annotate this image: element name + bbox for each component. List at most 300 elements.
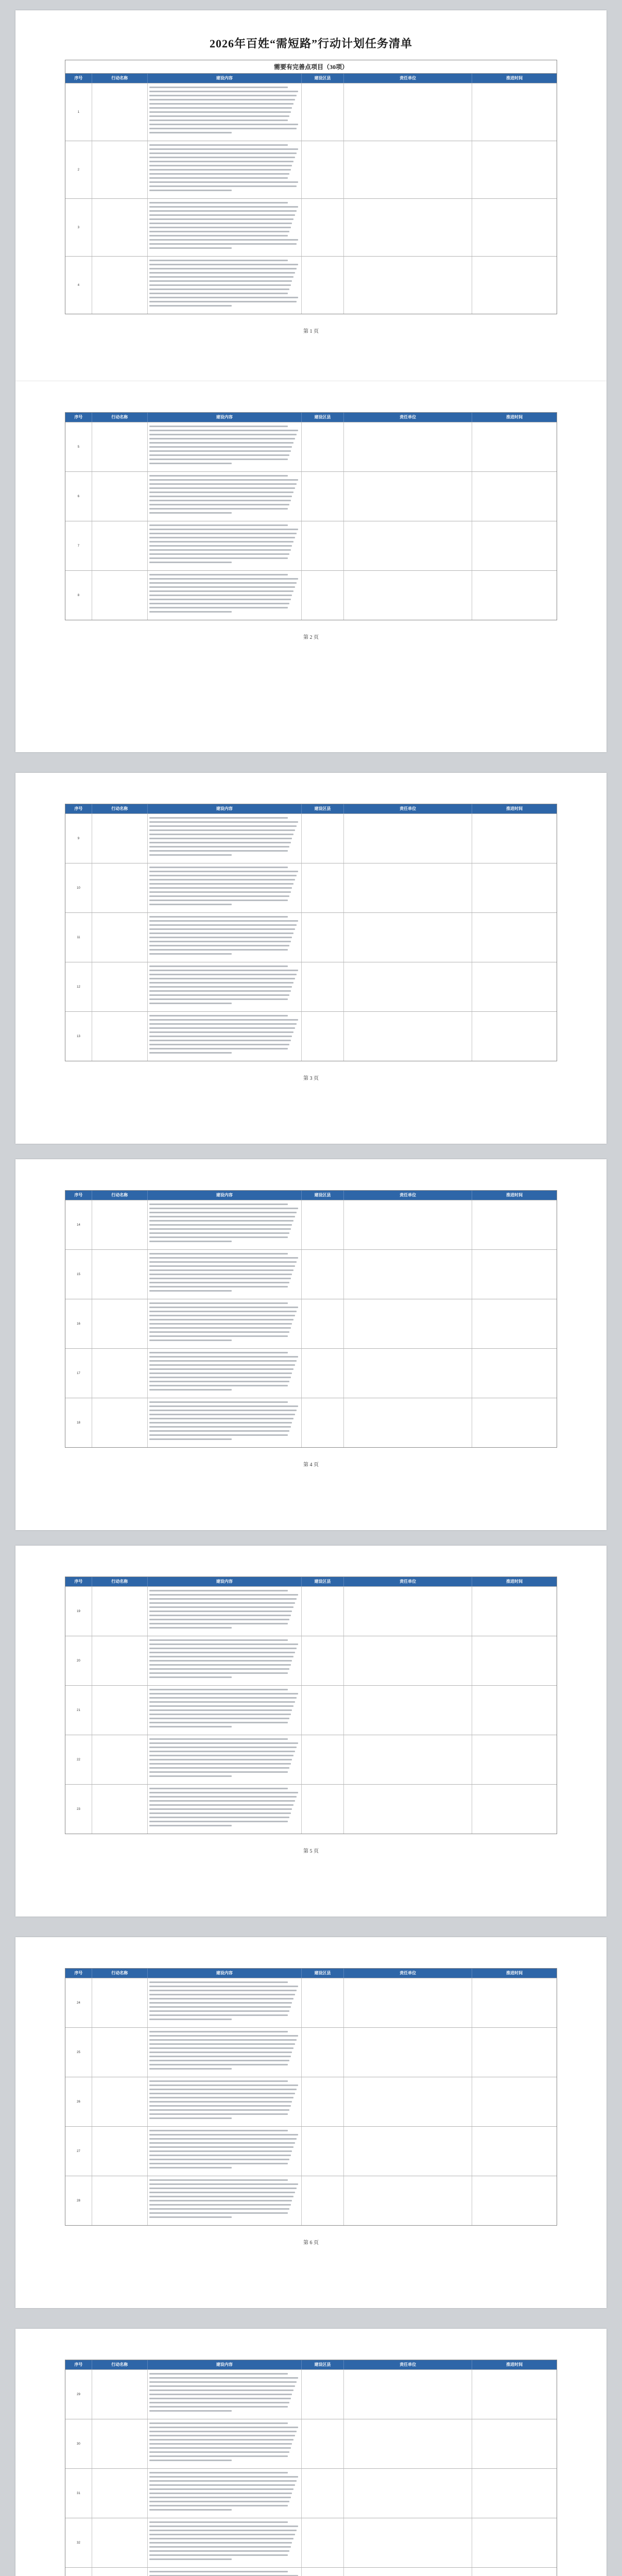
table-header-col-no: 序号 [65, 804, 92, 814]
text-line-placeholder [149, 124, 298, 125]
text-line-placeholder [149, 2534, 296, 2535]
text-line-placeholder [149, 937, 292, 938]
cell-time [472, 422, 557, 471]
text-line-placeholder [149, 850, 288, 852]
cell-desc [148, 1398, 302, 1447]
text-line-placeholder [149, 2097, 294, 2098]
cell-name [92, 1012, 148, 1061]
table-header-col-time: 推进时间 [506, 1971, 523, 1975]
text-line-placeholder [149, 1377, 291, 1378]
text-line-placeholder [149, 2138, 297, 2140]
text-line-placeholder [149, 1434, 288, 1436]
cell-no: 7 [65, 521, 92, 570]
text-line-placeholder [149, 2031, 288, 2032]
text-line-placeholder [149, 272, 296, 274]
text-line-placeholder [149, 1372, 292, 1374]
text-line-placeholder [149, 1265, 296, 1267]
cell-desc [148, 863, 302, 912]
cell-desc [148, 1012, 302, 1061]
cell-name [92, 521, 148, 570]
text-line-placeholder [149, 430, 298, 431]
text-line-placeholder [149, 1327, 291, 1329]
cell-unit [344, 1398, 472, 1447]
cell-unit [344, 1200, 472, 1249]
cell-no: 30 [65, 2419, 92, 2468]
table-header-col-desc: 建设内容 [148, 1191, 302, 1200]
cell-unit [344, 913, 472, 962]
text-line-placeholder [149, 2422, 288, 2424]
text-line-placeholder [149, 1788, 288, 1789]
table-header-row [65, 413, 557, 422]
illegible-text-block [149, 2571, 300, 2576]
cell-unit [344, 1978, 472, 2027]
text-line-placeholder [149, 1212, 297, 1213]
text-line-placeholder [149, 998, 288, 1000]
cell-no: 2 [65, 141, 92, 198]
cell-name [92, 2127, 148, 2176]
text-line-placeholder [149, 1627, 232, 1629]
text-line-placeholder [149, 891, 291, 893]
table-row [65, 198, 557, 256]
cell-district [302, 141, 344, 198]
text-line-placeholder [149, 933, 294, 934]
cell-unit [344, 1785, 472, 1834]
table-header-col-district: 建设区县 [302, 1191, 344, 1200]
text-line-placeholder [149, 1269, 294, 1271]
text-line-placeholder [149, 1257, 298, 1259]
illegible-text-block [149, 1302, 300, 1344]
text-line-placeholder [149, 529, 298, 530]
table-header-col-no: 序号 [65, 2360, 92, 2369]
cell-unit [344, 1299, 472, 1348]
task-table [65, 1190, 557, 1448]
text-line-placeholder [149, 1216, 296, 1217]
text-line-placeholder [149, 2084, 298, 2086]
text-line-placeholder [149, 475, 288, 477]
cell-no: 1 [65, 83, 92, 141]
table-header-row [65, 74, 557, 83]
table-row [65, 2369, 557, 2419]
text-line-placeholder [149, 1718, 289, 1719]
text-line-placeholder [149, 1003, 232, 1004]
text-line-placeholder [149, 1648, 297, 1649]
cell-desc [148, 2028, 302, 2077]
text-line-placeholder [149, 1430, 289, 1432]
text-line-placeholder [149, 2406, 288, 2408]
text-line-placeholder [149, 842, 291, 843]
text-line-placeholder [149, 965, 288, 967]
cell-time [472, 472, 557, 521]
text-line-placeholder [149, 1738, 288, 1740]
text-line-placeholder [149, 1755, 294, 1756]
text-line-placeholder [149, 1709, 292, 1711]
text-line-placeholder [149, 603, 289, 604]
cell-name [92, 1299, 148, 1348]
table-row [65, 570, 557, 620]
cell-district [302, 814, 344, 863]
text-line-placeholder [149, 508, 288, 510]
text-line-placeholder [149, 2146, 294, 2148]
cell-desc [148, 83, 302, 141]
cell-desc [148, 2127, 302, 2176]
cell-unit [344, 1587, 472, 1636]
text-line-placeholder [149, 537, 296, 538]
text-line-placeholder [149, 2002, 292, 2004]
text-line-placeholder [149, 854, 232, 856]
cell-desc [148, 1250, 302, 1299]
cell-time [472, 199, 557, 256]
page-number: 第 2 页 [303, 635, 319, 640]
cell-district [302, 962, 344, 1011]
cell-district [302, 1785, 344, 1834]
text-line-placeholder [149, 247, 232, 249]
text-line-placeholder [149, 148, 298, 150]
text-line-placeholder [149, 1352, 288, 1353]
text-line-placeholder [149, 1747, 297, 1748]
cell-district [302, 2419, 344, 2468]
text-line-placeholder [149, 1701, 296, 1703]
text-line-placeholder [149, 512, 232, 514]
cell-desc [148, 2419, 302, 2468]
text-line-placeholder [149, 268, 297, 269]
table-row [65, 2567, 557, 2576]
cell-district [302, 2127, 344, 2176]
text-line-placeholder [149, 177, 288, 179]
cell-name [92, 1978, 148, 2027]
text-line-placeholder [149, 1689, 288, 1690]
text-line-placeholder [149, 2439, 294, 2441]
text-line-placeholder [149, 1282, 289, 1283]
section-heading: 需要有完善点项目（30项） [65, 60, 557, 74]
table-header-col-district: 建设区县 [302, 74, 344, 83]
document-page [15, 381, 607, 752]
text-line-placeholder [149, 479, 298, 481]
text-line-placeholder [149, 239, 298, 241]
text-line-placeholder [149, 1775, 232, 1777]
text-line-placeholder [149, 305, 232, 307]
illegible-text-block [149, 524, 300, 566]
text-line-placeholder [149, 1664, 291, 1666]
task-table [65, 804, 557, 1061]
text-line-placeholder [149, 2043, 296, 2045]
text-line-placeholder [149, 553, 289, 555]
text-line-placeholder [149, 1804, 294, 1806]
text-line-placeholder [149, 928, 296, 930]
text-line-placeholder [149, 1808, 292, 1810]
text-line-placeholder [149, 986, 292, 988]
text-line-placeholder [149, 91, 298, 92]
text-line-placeholder [149, 173, 289, 175]
table-row [65, 1586, 557, 1636]
cell-desc [148, 472, 302, 521]
table-header-col-desc: 建设内容 [148, 1577, 302, 1586]
text-line-placeholder [149, 945, 289, 946]
text-line-placeholder [149, 1800, 296, 1802]
cell-time [472, 1299, 557, 1348]
illegible-text-block [149, 1204, 300, 1245]
cell-name [92, 141, 148, 198]
text-line-placeholder [149, 2402, 289, 2403]
table-row [65, 962, 557, 1011]
text-line-placeholder [149, 611, 232, 613]
text-line-placeholder [149, 1208, 298, 1209]
cell-district [302, 1200, 344, 1249]
cell-no: 8 [65, 571, 92, 620]
text-line-placeholder [149, 1261, 297, 1263]
text-line-placeholder [149, 483, 297, 485]
text-line-placeholder [149, 2163, 288, 2164]
text-line-placeholder [149, 2501, 289, 2502]
text-line-placeholder [149, 2113, 288, 2115]
text-line-placeholder [149, 107, 292, 109]
text-line-placeholder [149, 2060, 289, 2061]
cell-district [302, 2028, 344, 2077]
text-line-placeholder [149, 500, 291, 501]
text-line-placeholder [149, 95, 297, 96]
text-line-placeholder [149, 2056, 291, 2057]
cell-district [302, 2077, 344, 2126]
text-line-placeholder [149, 2488, 294, 2490]
text-line-placeholder [149, 111, 291, 113]
cell-district [302, 1735, 344, 1784]
cell-desc [148, 2176, 302, 2225]
text-line-placeholder [149, 2550, 289, 2552]
table-header-col-unit: 责任单位 [344, 1969, 472, 1978]
illegible-text-block [149, 1590, 300, 1631]
cell-time [472, 1735, 557, 1784]
text-line-placeholder [149, 829, 296, 831]
text-line-placeholder [149, 2538, 294, 2539]
cell-unit [344, 257, 472, 314]
text-line-placeholder [149, 1623, 288, 1624]
table-row [65, 814, 557, 863]
table-header-col-desc: 建设内容 [148, 1969, 302, 1978]
text-line-placeholder [149, 1821, 288, 1822]
table-header-col-name: 行动名称 [92, 1191, 148, 1200]
text-line-placeholder [149, 924, 297, 926]
cell-no: 12 [65, 962, 92, 1011]
cell-district [302, 1349, 344, 1398]
cell-no: 11 [65, 913, 92, 962]
text-line-placeholder [149, 1224, 292, 1226]
text-line-placeholder [149, 2019, 232, 2020]
text-line-placeholder [149, 169, 291, 171]
text-line-placeholder [149, 883, 294, 885]
cell-desc [148, 571, 302, 620]
text-line-placeholder [149, 2389, 294, 2391]
cell-time [472, 2077, 557, 2126]
text-line-placeholder [149, 99, 296, 100]
cell-time [472, 1785, 557, 1834]
cell-name [92, 2469, 148, 2518]
text-line-placeholder [149, 1643, 298, 1645]
text-line-placeholder [149, 1693, 298, 1694]
task-table [65, 2360, 557, 2576]
cell-name [92, 472, 148, 521]
cell-unit [344, 422, 472, 471]
cell-unit [344, 2077, 472, 2126]
text-line-placeholder [149, 533, 297, 534]
text-line-placeholder [149, 459, 288, 460]
text-line-placeholder [149, 2142, 296, 2144]
text-line-placeholder [149, 1274, 292, 1275]
text-line-placeholder [149, 2105, 291, 2107]
text-line-placeholder [149, 1236, 288, 1238]
cell-district [302, 1978, 344, 2027]
text-line-placeholder [149, 1656, 294, 1657]
cell-unit [344, 571, 472, 620]
text-line-placeholder [149, 1368, 294, 1370]
text-line-placeholder [149, 1323, 292, 1325]
text-line-placeholder [149, 434, 297, 435]
text-line-placeholder [149, 557, 288, 559]
page-number: 第 3 页 [303, 1076, 319, 1081]
cell-no: 18 [65, 1398, 92, 1447]
text-line-placeholder [149, 1385, 288, 1386]
cell-no: 3 [65, 199, 92, 256]
text-line-placeholder [149, 2410, 232, 2412]
cell-desc [148, 962, 302, 1011]
cell-district [302, 257, 344, 314]
illegible-text-block [149, 144, 300, 194]
text-line-placeholder [149, 2571, 288, 2572]
table-header-col-time: 推进时间 [506, 76, 523, 80]
cell-time [472, 913, 557, 962]
table-header-col-time: 推进时间 [506, 2362, 523, 2367]
table-row [65, 2176, 557, 2225]
cell-desc [148, 2469, 302, 2518]
cell-name [92, 1587, 148, 1636]
table-header-col-unit: 责任单位 [344, 2360, 472, 2369]
cell-time [472, 863, 557, 912]
text-line-placeholder [149, 1027, 296, 1029]
text-line-placeholder [149, 2505, 288, 2506]
cell-name [92, 257, 148, 314]
table-header-col-district: 建设区县 [302, 804, 344, 814]
cell-unit [344, 962, 472, 1011]
text-line-placeholder [149, 1241, 232, 1242]
text-line-placeholder [149, 879, 296, 880]
table-header-row [65, 804, 557, 814]
cell-unit [344, 2568, 472, 2576]
document-page [15, 10, 607, 381]
text-line-placeholder [149, 276, 294, 278]
cell-desc [148, 1686, 302, 1735]
text-line-placeholder [149, 574, 288, 575]
cell-time [472, 814, 557, 863]
text-line-placeholder [149, 214, 296, 216]
cell-time [472, 1200, 557, 1249]
text-line-placeholder [149, 2509, 232, 2511]
table-row [65, 1011, 557, 1061]
table-header-row [65, 1191, 557, 1200]
cell-time [472, 1636, 557, 1685]
cell-name [92, 1785, 148, 1834]
illegible-text-block [149, 574, 300, 615]
cell-no: 10 [65, 863, 92, 912]
text-line-placeholder [149, 953, 232, 955]
illegible-text-block [149, 87, 300, 136]
page-number: 第 1 页 [303, 329, 319, 334]
illegible-text-block [149, 1401, 300, 1443]
text-line-placeholder [149, 1335, 288, 1337]
document-page [15, 1159, 607, 1530]
text-line-placeholder [149, 1023, 297, 1025]
cell-name [92, 2176, 148, 2225]
illegible-text-block [149, 2130, 300, 2171]
cell-no: 17 [65, 1349, 92, 1398]
cell-name [92, 571, 148, 620]
cell-time [472, 962, 557, 1011]
text-line-placeholder [149, 2476, 298, 2478]
text-line-placeholder [149, 235, 288, 236]
cell-district [302, 1398, 344, 1447]
text-line-placeholder [149, 2052, 292, 2053]
table-header-col-name: 行动名称 [92, 74, 148, 83]
illegible-text-block [149, 202, 300, 251]
text-line-placeholder [149, 1410, 297, 1411]
text-line-placeholder [149, 2130, 288, 2131]
cell-name [92, 1349, 148, 1398]
table-header-col-desc: 建设内容 [148, 2360, 302, 2369]
table-header-col-unit: 责任单位 [344, 413, 472, 422]
cell-no: 21 [65, 1686, 92, 1735]
cell-no: 31 [65, 2469, 92, 2518]
cell-time [472, 2028, 557, 2077]
text-line-placeholder [149, 161, 294, 162]
cell-unit [344, 1250, 472, 1299]
text-line-placeholder [149, 541, 294, 543]
text-line-placeholder [149, 2179, 288, 2181]
text-line-placeholder [149, 103, 294, 105]
text-line-placeholder [149, 1389, 232, 1391]
table-header-col-no: 序号 [65, 74, 92, 83]
text-line-placeholder [149, 1676, 232, 1678]
cell-name [92, 2568, 148, 2576]
cell-unit [344, 1012, 472, 1061]
cell-time [472, 257, 557, 314]
text-line-placeholder [149, 438, 296, 439]
table-row [65, 471, 557, 521]
text-line-placeholder [149, 1751, 296, 1752]
text-line-placeholder [149, 1767, 289, 1769]
cell-unit [344, 199, 472, 256]
cell-no: 32 [65, 2518, 92, 2567]
text-line-placeholder [149, 1668, 289, 1670]
text-line-placeholder [149, 599, 291, 600]
text-line-placeholder [149, 1015, 288, 1016]
illegible-text-block [149, 1352, 300, 1393]
text-line-placeholder [149, 867, 288, 868]
task-table [65, 1577, 557, 1834]
text-line-placeholder [149, 1602, 296, 1604]
cell-unit [344, 814, 472, 863]
text-line-placeholder [149, 524, 288, 526]
cell-district [302, 2518, 344, 2567]
text-line-placeholder [149, 2394, 292, 2395]
table-row [65, 1249, 557, 1299]
text-line-placeholder [149, 1422, 292, 1423]
text-line-placeholder [149, 1742, 298, 1744]
cell-unit [344, 2370, 472, 2419]
text-line-placeholder [149, 1232, 289, 1234]
text-line-placeholder [149, 2006, 291, 2008]
text-line-placeholder [149, 949, 288, 951]
document-page [15, 1546, 607, 1917]
illegible-text-block [149, 1981, 300, 2023]
text-line-placeholder [149, 2109, 289, 2111]
illegible-text-block [149, 2521, 300, 2563]
